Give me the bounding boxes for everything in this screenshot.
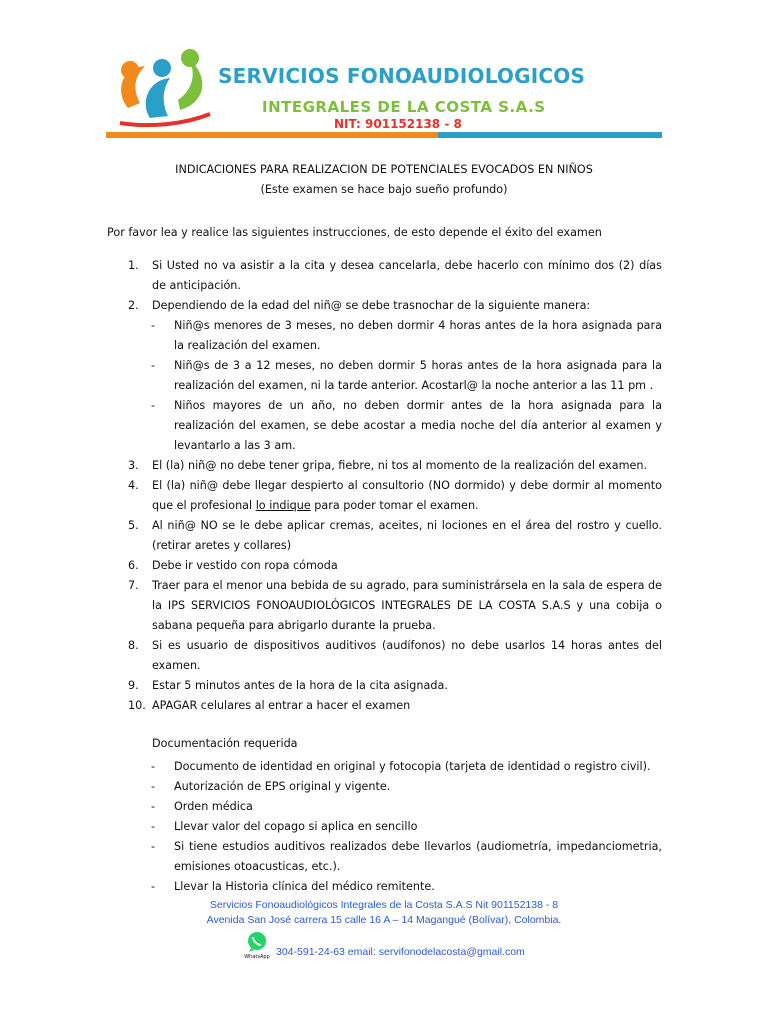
company-logo xyxy=(110,48,220,133)
list-item: 10. APAGAR celulares al entrar a hacer el examen xyxy=(128,699,411,712)
documentation-item: - Documento de identidad en original y fotocopia (tarjeta de identidad o registro civil). xyxy=(151,760,651,773)
sub-list-item: - Niñ@s menores de 3 meses, no deben dormir 4 horas antes de la hora asignada para la realización del examen. xyxy=(151,319,662,352)
sub-list-item: - Niñ@s de 3 a 12 meses, no deben dormir 5 horas antes de la hora asignada para la realización del examen, ni la tarde anterior. Acostarl@ la noche anterior a las 11 pm . xyxy=(151,359,662,392)
list-item: 2. Dependiendo de la edad del niñ@ se debe trasnochar de la siguiente manera: xyxy=(128,299,591,312)
documentation-item: - Llevar valor del copago si aplica en sencillo xyxy=(151,820,418,833)
documentation-title: Documentación requerida xyxy=(152,737,298,750)
brand-nit: NIT: 901152138 - 8 xyxy=(334,117,462,131)
document-heading xyxy=(0,160,768,200)
footer-company: Servicios Fonoaudiológicos Integrales de la Costa S.A.S Nit 901152138 - 8 xyxy=(209,899,559,911)
list-item: 1. Si Usted no va asistir a la cita y desea cancelarla, debe hacerlo con mínimo dos (2) días de anticipación. xyxy=(128,259,662,292)
list-item: 5. Al niñ@ NO se le debe aplicar cremas, aceites, ni lociones en el área del rostro y cuello. (retirar aretes y collares) xyxy=(128,519,662,552)
documentation-item: - Si tiene estudios auditivos realizados debe llevarlos (audiometría, impedanciometria, emisiones otoacusticas, etc.). xyxy=(151,840,662,873)
document-subtitle: (Este examen se hace bajo sueño profundo) xyxy=(260,183,508,196)
footer-address xyxy=(0,898,768,928)
list-item: 3. El (la) niñ@ no debe tener gripa, fiebre, ni tos al momento de la realización del examen. xyxy=(128,459,648,472)
whatsapp-label: WhatsApp xyxy=(244,954,270,960)
brand-name: SERVICIOS FONOAUDIOLOGICOS xyxy=(218,64,586,88)
underlined-text: lo indique xyxy=(255,499,311,512)
list-item: 6. Debe ir vestido con ropa cómoda xyxy=(128,559,338,572)
intro-text: Por favor lea y realice las siguientes instrucciones, de esto depende el éxito del examen xyxy=(107,226,602,239)
header-divider-blue xyxy=(438,132,662,138)
document-title: INDICACIONES PARA REALIZACION DE POTENCIALES EVOCADOS EN NIÑOS xyxy=(175,163,593,176)
list-item: 9. Estar 5 minutos antes de la hora de la cita asignada. xyxy=(128,679,448,692)
sub-list-item: - Niños mayores de un año, no deben dormir antes de la hora asignada para la realización del examen, se debe acostar a media noche del día anterior al examen y levantarlo a las 3 am. xyxy=(151,399,662,452)
documentation-list xyxy=(0,757,768,897)
brand-subname: INTEGRALES DE LA COSTA S.A.S xyxy=(262,98,546,116)
whatsapp-icon xyxy=(240,930,274,960)
instructions-list xyxy=(0,256,768,716)
list-item: 8. Si es usuario de dispositivos auditivos (audífonos) no debe usarlos 14 horas antes del examen. xyxy=(128,639,662,672)
documentation-item: - Llevar la Historia clínica del médico remitente. xyxy=(151,880,435,893)
footer-contact: 304-591-24-63 email: servifonodelacosta@gmail.com xyxy=(276,946,525,958)
documentation-item: - Autorización de EPS original y vigente. xyxy=(151,780,391,793)
header-divider-orange xyxy=(106,132,438,138)
letterhead xyxy=(0,0,768,145)
footer-address-line: Avenida San José carrera 15 calle 16 A – 14 Magangué (Bolívar), Colombia. xyxy=(206,914,562,926)
list-item: 4. El (la) niñ@ debe llegar despierto al consultorio (NO dormido) y debe dormir al momento que el profesional lo indique para poder tomar el examen. xyxy=(128,479,662,512)
documentation-item: - Orden médica xyxy=(151,800,253,813)
list-item: 7. Traer para el menor una bebida de su agrado, para suministrársela en la sala de espera de la IPS SERVICIOS FONOAUDIOLÓGICOS INTEGRALES DE LA COSTA S.A.S y una cobija o sabana pequeña para abrigarlo durante la prueba. xyxy=(128,579,662,632)
